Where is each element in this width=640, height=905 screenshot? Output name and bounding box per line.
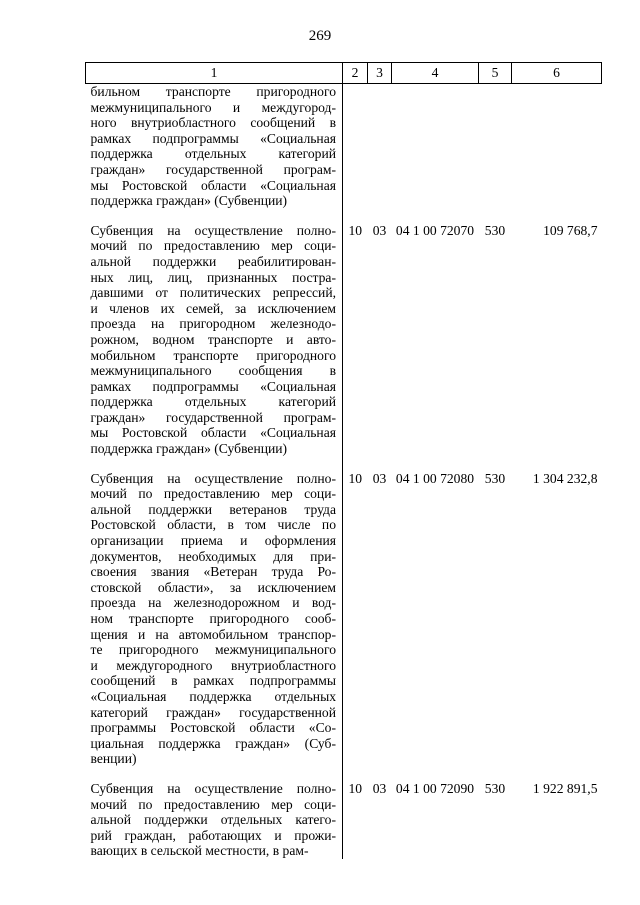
description-line-text: граждан» государственной програм- xyxy=(90,161,336,177)
description-line xyxy=(91,797,337,813)
spacer-cell xyxy=(343,457,368,471)
description-line xyxy=(91,828,337,844)
description-line xyxy=(91,781,337,797)
description-line xyxy=(91,611,337,627)
description-line xyxy=(91,254,337,270)
spacer-cell xyxy=(479,457,512,471)
description-line xyxy=(91,517,337,533)
spacer-cell xyxy=(479,209,512,223)
subsection-code-cell xyxy=(368,84,392,209)
description-line xyxy=(91,486,337,502)
expense-type-code-cell xyxy=(479,84,512,209)
description-line-text: циальная поддержка граждан» (Суб- xyxy=(90,735,336,751)
description-line xyxy=(91,316,337,332)
spacer-cell xyxy=(392,457,479,471)
description-line-text: Субвенция на осуществление полно- xyxy=(90,470,336,486)
spacer-cell xyxy=(512,209,602,223)
description-line xyxy=(91,812,337,828)
spacer-cell xyxy=(343,767,368,781)
description-line xyxy=(91,348,337,364)
target-article-code-cell: 04 1 00 72070 xyxy=(395,222,475,238)
description-line-text: альной поддержки ветеранов труда xyxy=(90,501,336,517)
row-spacer xyxy=(86,767,602,781)
description-line-text: межмуниципального и междугород- xyxy=(90,99,336,115)
description-line xyxy=(91,533,337,549)
description-line xyxy=(91,115,337,131)
description-line xyxy=(91,223,337,239)
section-code-cell xyxy=(343,84,368,209)
description-line-text: ного внутриобластного сообщений в xyxy=(90,115,336,131)
description-line-text: категорий граждан» государственной xyxy=(90,704,336,720)
description-line-text: граждан» государственной програм- xyxy=(90,409,336,425)
description-line-text: сообщений в рамках подпрограммы xyxy=(90,673,336,689)
spacer-cell xyxy=(392,209,479,223)
subsection-code-cell: 03 xyxy=(372,780,387,796)
header-col-2: 2 xyxy=(343,63,368,84)
description-line xyxy=(91,84,337,100)
description-line-text: поддержка отдельных категорий xyxy=(90,146,336,162)
description-line-text: поддержка граждан» (Субвенции) xyxy=(90,441,288,457)
description-line-text: рожном, водном транспорте и авто- xyxy=(90,331,336,347)
description-line-text: рамках подпрограммы «Социальная xyxy=(90,378,336,394)
description-line xyxy=(91,363,337,379)
description-line-text: поддержка отдельных категорий xyxy=(90,394,336,410)
description-cell xyxy=(86,223,343,457)
description-line xyxy=(91,301,337,317)
description-line-text: венции) xyxy=(90,751,137,767)
description-line xyxy=(91,178,337,194)
description-line-text: документов, необходимых для при- xyxy=(90,548,336,564)
description-line-text: альной поддержки реабилитирован- xyxy=(90,253,336,269)
description-line xyxy=(91,270,337,286)
amount-cell: 1 922 891,5 xyxy=(532,780,598,796)
description-line-text: программы Ростовской области «Со- xyxy=(90,720,336,736)
description-line-text: рий граждан, работающих и прожи- xyxy=(90,827,336,843)
description-line-text: давшими от политических репрессий, xyxy=(90,285,336,301)
description-line xyxy=(91,673,337,689)
spacer-cell xyxy=(86,209,343,223)
description-line xyxy=(91,549,337,565)
description-cell xyxy=(86,471,343,767)
description-line-text: Ростовской области, в том числе по xyxy=(90,517,336,533)
header-row xyxy=(86,63,602,84)
description-line-text: и междугородного внутриобластного xyxy=(90,657,336,673)
description-line xyxy=(91,595,337,611)
row-spacer xyxy=(86,457,602,471)
description-line xyxy=(91,502,337,518)
spacer-cell xyxy=(512,767,602,781)
subsection-code-cell: 03 xyxy=(372,222,387,238)
description-line xyxy=(91,238,337,254)
description-line xyxy=(91,843,337,859)
expense-type-code-cell: 530 xyxy=(484,470,506,486)
description-line xyxy=(91,410,337,426)
spacer-cell xyxy=(86,457,343,471)
description-line xyxy=(91,751,337,767)
subsection-code-cell: 03 xyxy=(372,470,387,486)
description-line-text: ных лиц, лиц, признанных постра- xyxy=(90,269,336,285)
description-line-text: Субвенция на осуществление полно- xyxy=(90,780,336,796)
header-col-1: 1 xyxy=(86,63,343,84)
description-line-text: рамках подпрограммы «Социальная xyxy=(90,130,336,146)
description-line-text: альной поддержки отдельных катего- xyxy=(90,812,336,828)
description-line xyxy=(91,580,337,596)
spacer-cell xyxy=(512,457,602,471)
description-line-text: своения звания «Ветеран труда Ро- xyxy=(90,564,336,580)
spacer-cell xyxy=(343,209,368,223)
description-line xyxy=(91,131,337,147)
spacer-cell xyxy=(368,457,392,471)
table-row xyxy=(86,781,602,859)
description-line-text: межмуниципального сообщения в xyxy=(90,363,336,379)
description-line-text: Субвенция на осуществление полно- xyxy=(90,222,336,238)
description-line-text: щения и на автомобильном транспор- xyxy=(90,626,336,642)
section-code-cell: 10 xyxy=(348,222,363,238)
header-col-4: 4 xyxy=(392,63,479,84)
description-line-text: организации приема и оформления xyxy=(90,533,336,549)
description-line-text: мочий по предоставлению мер соци- xyxy=(90,238,336,254)
target-article-code-cell: 04 1 00 72090 xyxy=(395,780,475,796)
description-line xyxy=(91,642,337,658)
description-line-text: те пригородного межмуниципального xyxy=(90,642,336,658)
description-line xyxy=(91,146,337,162)
description-line xyxy=(91,564,337,580)
description-line xyxy=(91,441,337,457)
description-line xyxy=(91,627,337,643)
expense-type-code-cell: 530 xyxy=(484,780,506,796)
section-code-cell: 10 xyxy=(348,780,363,796)
row-spacer xyxy=(86,209,602,223)
description-cell xyxy=(86,781,343,859)
description-line xyxy=(91,332,337,348)
description-line-text: проезда на пригородном железнодо- xyxy=(90,316,336,332)
description-cell xyxy=(86,84,343,209)
page-number: 269 xyxy=(308,28,332,44)
header-col-6: 6 xyxy=(512,63,602,84)
spacer-cell xyxy=(368,767,392,781)
description-line-text: мы Ростовской области «Социальная xyxy=(90,177,336,193)
description-line xyxy=(91,736,337,752)
target-article-code-cell xyxy=(392,84,479,209)
description-line-text: «Социальная поддержка отдельных xyxy=(90,688,336,704)
header-col-5: 5 xyxy=(479,63,512,84)
description-line xyxy=(91,379,337,395)
table-body xyxy=(86,84,602,859)
expense-type-code-cell: 530 xyxy=(484,222,506,238)
description-line-text: бильном транспорте пригородного xyxy=(90,84,336,99)
description-line xyxy=(91,162,337,178)
description-line-text: вающих в сельской местности, в рам- xyxy=(90,843,309,859)
table-row xyxy=(86,223,602,457)
description-line xyxy=(91,720,337,736)
description-line xyxy=(91,689,337,705)
description-line xyxy=(91,100,337,116)
description-line xyxy=(91,471,337,487)
description-line xyxy=(91,425,337,441)
description-line xyxy=(91,705,337,721)
table-row xyxy=(86,84,602,209)
description-line-text: проезда на железнодорожном и вод- xyxy=(90,595,336,611)
amount-cell: 1 304 232,8 xyxy=(532,470,598,486)
spacer-cell xyxy=(392,767,479,781)
description-line-text: мобильном транспорте пригородного xyxy=(90,347,336,363)
section-code-cell: 10 xyxy=(348,470,363,486)
description-line-text: ном транспорте пригородного сооб- xyxy=(90,611,336,626)
description-line-text: поддержка граждан» (Субвенции) xyxy=(90,193,288,209)
description-line-text: и членов их семей, за исключением xyxy=(90,300,336,316)
description-line-text: мочий по предоставлению мер соци- xyxy=(90,796,336,812)
spacer-cell xyxy=(479,767,512,781)
header-col-3: 3 xyxy=(368,63,392,84)
target-article-code-cell: 04 1 00 72080 xyxy=(395,470,475,486)
description-line xyxy=(91,658,337,674)
description-line-text: мочий по предоставлению мер соци- xyxy=(90,486,336,502)
description-line xyxy=(91,394,337,410)
amount-cell: 109 768,7 xyxy=(543,222,598,238)
spacer-cell xyxy=(86,767,343,781)
amount-cell xyxy=(512,84,602,209)
description-line xyxy=(91,285,337,301)
table-row xyxy=(86,471,602,767)
description-line-text: мы Ростовской области «Социальная xyxy=(90,425,336,441)
description-line xyxy=(91,193,337,209)
budget-table xyxy=(85,62,602,859)
description-line-text: стовской области», за исключением xyxy=(90,579,336,595)
spacer-cell xyxy=(368,209,392,223)
